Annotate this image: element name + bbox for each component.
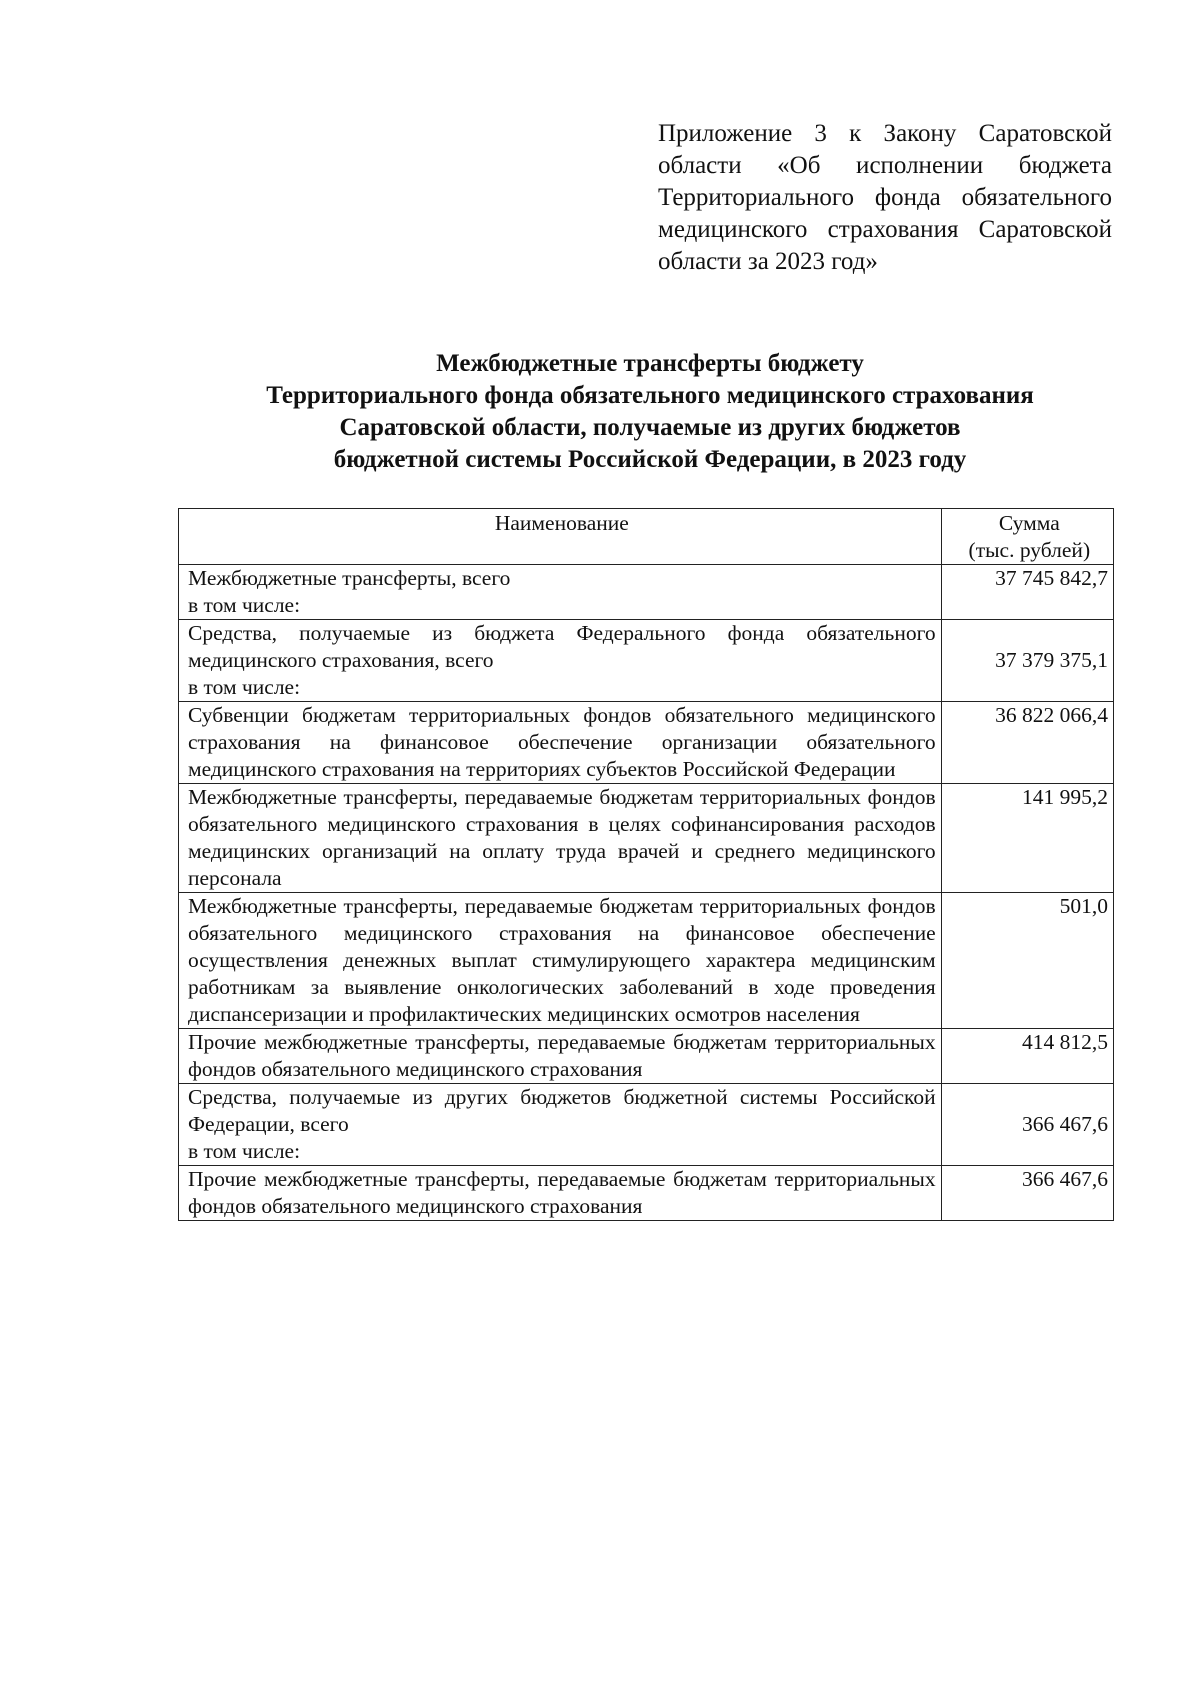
table-row	[179, 1029, 1114, 1084]
row-name-cell	[179, 1029, 942, 1084]
row-name: Субвенции бюджетам территориальных фондов обязательного медицинского страхования на финансовое обеспечение организации обязательного медицинского страхования на территориях субъектов Российской Федерации	[188, 703, 936, 781]
row-name: Межбюджетные трансферты, передаваемые бюджетам территориальных фондов обязательного медицинского страхования в целях софинансирования расходов медицинских организаций на оплату труда врачей и среднего медицинского персонала	[188, 785, 936, 890]
table-row	[179, 702, 1114, 784]
column-header-sum-unit: (тыс. рублей)	[968, 538, 1091, 562]
document-title	[150, 348, 1150, 476]
table-row	[179, 565, 1114, 620]
row-subnote: в том числе:	[188, 1139, 301, 1163]
row-name-cell	[179, 702, 942, 784]
table-row	[179, 620, 1114, 702]
row-sum: 37 379 375,1	[941, 620, 1113, 702]
table-header-row	[179, 509, 1114, 565]
row-name: Средства, получаемые из других бюджетов бюджетной системы Российской Федерации, всего	[188, 1085, 936, 1136]
title-line: Территориального фонда обязательного медицинского страхования	[266, 382, 1034, 409]
row-subnote: в том числе:	[188, 675, 301, 699]
row-sum: 366 467,6	[941, 1166, 1113, 1221]
title-line: бюджетной системы Российской Федерации, в 2023 году	[333, 446, 967, 473]
row-name: Межбюджетные трансферты, всего	[188, 566, 511, 590]
column-header-name: Наименование	[179, 509, 942, 565]
row-sum: 36 822 066,4	[941, 702, 1113, 784]
row-name: Прочие межбюджетные трансферты, передаваемые бюджетам территориальных фондов обязательного медицинского страхования	[188, 1030, 936, 1081]
column-header-sum	[941, 509, 1113, 565]
row-name-cell	[179, 620, 942, 702]
row-name: Межбюджетные трансферты, передаваемые бюджетам территориальных фондов обязательного медицинского страхования на финансовое обеспечение осуществления денежных выплат стимулирующего характера медицинским работникам за выявление онкологических заболеваний в ходе проведения диспансеризации и профилактических медицинских осмотров населения	[188, 894, 936, 1026]
row-name: Средства, получаемые из бюджета Федерального фонда обязательного медицинского страхования, всего	[188, 621, 936, 672]
row-sum: 37 745 842,7	[941, 565, 1113, 620]
row-sum: 501,0	[941, 893, 1113, 1029]
title-line: Межбюджетные трансферты бюджету	[436, 350, 864, 377]
row-sum: 141 995,2	[941, 784, 1113, 893]
row-sum: 366 467,6	[941, 1084, 1113, 1166]
row-name-cell	[179, 1084, 942, 1166]
table-row	[179, 893, 1114, 1029]
row-name-cell	[179, 1166, 942, 1221]
transfers-table	[178, 508, 1114, 1221]
column-header-sum-title: Сумма	[998, 511, 1060, 535]
row-name-cell	[179, 893, 942, 1029]
appendix-note: Приложение 3 к Закону Саратовской области «Об исполнении бюджета Территориального фонда обязательного медицинского страхования Саратовской области за 2023 год»	[658, 120, 1112, 275]
table-row	[179, 1084, 1114, 1166]
table-row	[179, 1166, 1114, 1221]
table-row	[179, 784, 1114, 893]
row-name-cell	[179, 565, 942, 620]
row-subnote: в том числе:	[188, 593, 301, 617]
row-name-cell	[179, 784, 942, 893]
row-name: Прочие межбюджетные трансферты, передаваемые бюджетам территориальных фондов обязательного медицинского страхования	[188, 1167, 936, 1218]
row-sum: 414 812,5	[941, 1029, 1113, 1084]
title-line: Саратовской области, получаемые из других бюджетов	[339, 414, 961, 441]
